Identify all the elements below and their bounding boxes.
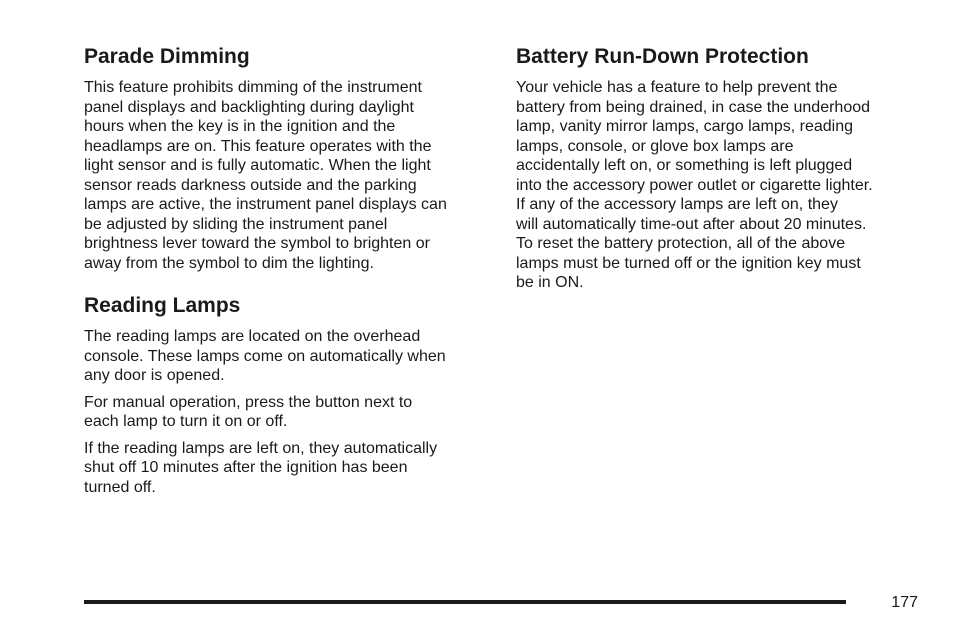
paragraph-battery-protection: Your vehicle has a feature to help prevent the battery from being drained, in case the underhood lamp, vanity mirror lamps, cargo lamps, reading lamps, console, or glove box lamps are accidentally left on, or something is left plugged into the accessory power outlet or cigarette lighter. If any of the accessory lamps are left on, they will automatically time-out after about 20 minutes. To reset the battery protection, all of the above lamps must be turned off or the ignition key must be in ON. bbox=[516, 79, 873, 291]
paragraph-reading-lamps-location: The reading lamps are located on the overhead console. These lamps come on automatically when any door is opened. bbox=[84, 328, 446, 384]
heading-parade-dimming: Parade Dimming bbox=[84, 45, 250, 68]
paragraph-reading-lamps-manual: For manual operation, press the button next to each lamp to turn it on or off. bbox=[84, 393, 413, 430]
section-parade-dimming bbox=[84, 44, 494, 273]
right-column bbox=[516, 44, 926, 300]
section-battery-protection bbox=[516, 44, 926, 293]
section-reading-lamps bbox=[84, 293, 494, 497]
footer-rule bbox=[84, 600, 846, 604]
paragraph-parade-dimming: This feature prohibits dimming of the instrument panel displays and backlighting during daylight hours when the key is in the ignition and the headlamps are on. This feature operates with the light sensor and is fully automatic. When the light sensor reads darkness outside and the parking lamps are active, the instrument panel displays can be adjusted by sliding the instrument panel brightness lever toward the symbol to brighten or away from the symbol to dim the lighting. bbox=[84, 79, 447, 272]
heading-battery-protection: Battery Run-Down Protection bbox=[516, 45, 809, 68]
page-number: 177 bbox=[891, 594, 918, 611]
section-spacer bbox=[84, 280, 494, 293]
heading-reading-lamps: Reading Lamps bbox=[84, 294, 241, 317]
left-column bbox=[84, 44, 494, 504]
paragraph-reading-lamps-auto-off: If the reading lamps are left on, they automatically shut off 10 minutes after the ignition has been turned off. bbox=[84, 439, 438, 496]
